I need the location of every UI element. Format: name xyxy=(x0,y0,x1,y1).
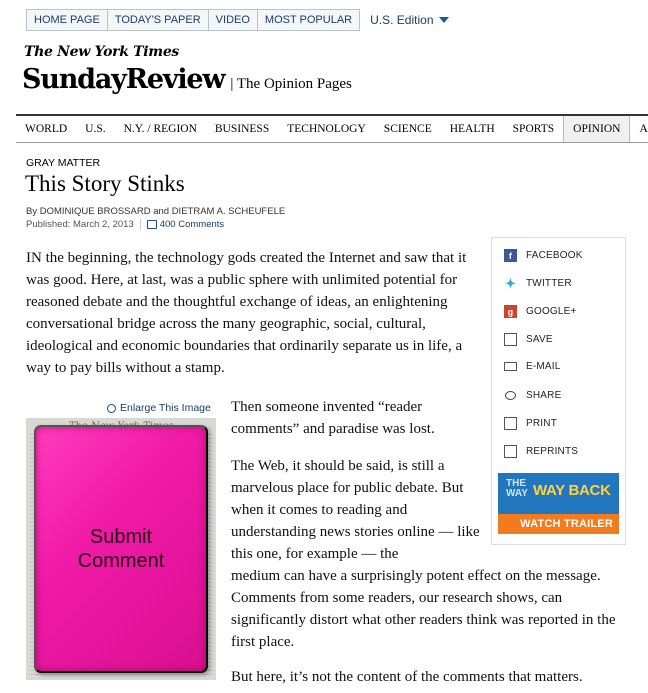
article-paragraph: The Web, it should be said, is still a marvelous place for public debate. But when it comes to reading and understanding news stories online — like this one, for example — the xyxy=(231,458,480,562)
section-nav xyxy=(16,114,648,143)
share-reprints[interactable] xyxy=(504,445,578,458)
share-label: SAVE xyxy=(526,334,553,345)
nav-world[interactable]: WORLD xyxy=(25,123,68,135)
sunday-review-logo[interactable]: SundayReview xyxy=(22,64,225,95)
article-paragraph-continued: medium can have a surprisingly potent effect on the message. Comments from some readers, our research shows, can significantly distort what other readers think was reported in the first place. xyxy=(231,568,616,650)
share-label: SHARE xyxy=(526,390,562,401)
ad-way-back-text: WAY BACK xyxy=(533,482,611,499)
edition-label: U.S. Edition xyxy=(370,13,434,27)
nav-business[interactable]: BUSINESS xyxy=(214,123,270,135)
way-way-back-ad[interactable] xyxy=(498,473,619,534)
meta-divider xyxy=(140,219,141,230)
article-byline: By DOMINIQUE BROSSARD and DIETRAM A. SCHEUFELE xyxy=(26,206,286,217)
share-label: GOOGLE+ xyxy=(526,306,577,317)
share-label: REPRINTS xyxy=(526,446,579,457)
share-print[interactable] xyxy=(504,417,557,430)
share-label: TWITTER xyxy=(526,278,572,289)
ad-the-way-text: THE WAY xyxy=(506,478,528,499)
share-label: PRINT xyxy=(526,418,557,429)
share-share[interactable] xyxy=(504,389,561,402)
section-masthead xyxy=(22,64,352,95)
todays-paper-link[interactable]: TODAY'S PAPER xyxy=(107,9,208,31)
article-kicker[interactable]: GRAY MATTER xyxy=(26,157,101,169)
watch-trailer-button[interactable]: WATCH TRAILER xyxy=(498,514,619,534)
nav-arts[interactable]: A xyxy=(639,123,648,135)
article-paragraph: But here, it’s not the content of the comments that matters. xyxy=(231,669,583,685)
share-email[interactable] xyxy=(504,361,561,372)
nav-ny-region[interactable]: N.Y. / REGION xyxy=(123,123,197,135)
nav-us[interactable]: U.S. xyxy=(85,123,106,135)
facebook-icon: f xyxy=(504,249,517,262)
utility-bar xyxy=(26,9,449,31)
share-label: FACEBOOK xyxy=(526,250,583,261)
share-google-plus[interactable] xyxy=(504,305,577,318)
enlarge-image-link[interactable] xyxy=(107,402,211,414)
share-label: E-MAIL xyxy=(526,361,561,372)
opinion-pages-label[interactable]: | The Opinion Pages xyxy=(230,76,352,92)
article-paragraph: Then someone invented “reader comments” and paradise was lost. xyxy=(231,399,435,437)
article-headline: This Story Stinks xyxy=(25,171,185,196)
reprints-icon xyxy=(504,445,517,458)
published-date: Published: March 2, 2013 xyxy=(26,219,134,230)
nav-sports[interactable]: SPORTS xyxy=(512,123,555,135)
nyt-logo[interactable]: The New York Times xyxy=(24,44,180,60)
share-icon xyxy=(504,389,517,402)
twitter-icon: ✦ xyxy=(504,275,517,291)
comments-link[interactable]: 400 Comments xyxy=(159,219,225,230)
most-popular-link[interactable]: MOST POPULAR xyxy=(257,9,360,31)
magnifier-icon xyxy=(107,404,116,413)
email-icon xyxy=(504,362,517,371)
video-link[interactable]: VIDEO xyxy=(208,9,257,31)
nav-opinion[interactable]: OPINION xyxy=(563,116,630,142)
nav-health[interactable]: HEALTH xyxy=(449,123,495,135)
print-icon xyxy=(504,417,517,430)
nav-science[interactable]: SCIENCE xyxy=(383,123,432,135)
article-meta xyxy=(26,219,224,230)
enlarge-label: Enlarge This Image xyxy=(120,402,211,414)
google-plus-icon: g xyxy=(504,305,517,318)
nav-technology[interactable]: TECHNOLOGY xyxy=(287,123,366,135)
share-save[interactable] xyxy=(504,333,553,346)
share-facebook[interactable] xyxy=(504,249,583,262)
chevron-down-icon xyxy=(439,17,449,23)
share-twitter[interactable] xyxy=(504,277,572,290)
comment-icon xyxy=(147,220,157,229)
article-paragraph: IN the beginning, the technology gods created the Internet and saw that it was good. Here, at last, was a public sphere with unlimited potential for reasoned debate and the thoughtful exchange of ideas, an enlightening conversational bridge across the many geographic, social, cultural, ideological and economic boundaries that ordinarily separate us in life, a way to pay bills without a stamp. xyxy=(26,250,467,376)
home-page-link[interactable]: HOME PAGE xyxy=(26,9,107,31)
edition-selector[interactable] xyxy=(360,9,448,31)
submit-comment-button[interactable]: Submit Comment xyxy=(34,425,208,673)
save-icon xyxy=(504,333,517,346)
